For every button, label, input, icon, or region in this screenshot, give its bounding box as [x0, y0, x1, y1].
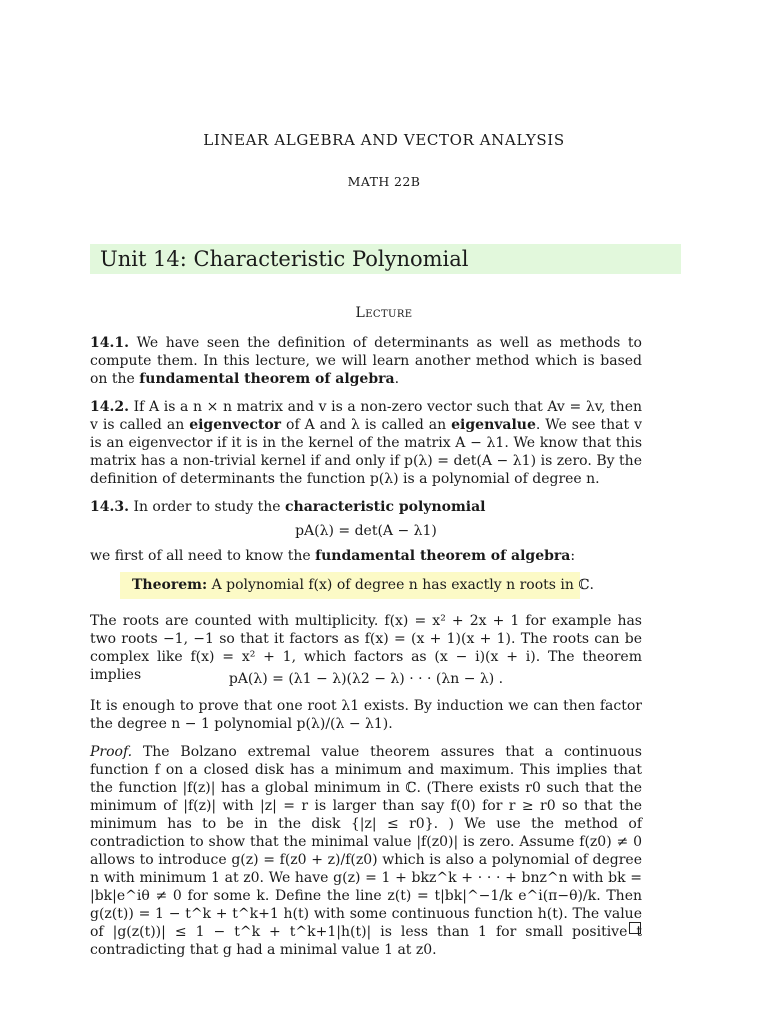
theorem-statement	[132, 576, 594, 594]
theorem-label: Theorem:	[132, 577, 208, 593]
proof-text: The Bolzano extremal value theorem assures that a continuous function f on a closed disk has a minimum and maximum. This implies that the function |f(z)| has a global minimum in ℂ. (There exists r0 such that the minimum of |f(z)| with |z| = r is larger than say f(0) for r ≥ r0 so that the minimum has to be in the disk {|z| ≤ r0}. ) We use the method of contradiction to show that the minimal value |f(z0)| is zero. Assume f(z0) ≠ 0 allows to introduce g(z) = f(z0 + z)/f(z0) which is also a polynomial of degree n with minimum 1 at z0. We have g(z) = 1 + bkz^k + · · · + bnz^n with bk = |bk|e^iθ ≠ 0 for some k. Define the line z(t) = t|bk|^−1/k e^i(π−θ)/k. Then g(z(t)) = 1 − t^k + t^k+1 h(t) with some continuous function h(t). The value of |g(z(t))| ≤ 1 − t^k + t^k+1|h(t)| is less than 1 for small positive t contradicting that g had a minimal value 1 at z0.	[90, 744, 642, 958]
paragraph-text: In order to study the	[133, 499, 281, 515]
unit-title-banner	[90, 244, 681, 274]
theorem-text: A polynomial f(x) of degree n has exactly n roots in ℂ.	[211, 577, 594, 593]
bold-term: fundamental theorem of algebra	[315, 548, 571, 564]
bold-term: characteristic polynomial	[284, 499, 486, 515]
paragraph-14-3	[90, 498, 642, 516]
paragraph-text: We have seen the definition of determinants as well as methods to compute them. In this lecture, we will learn another method which is based on the	[90, 335, 642, 387]
paragraph-number: 14.1.	[90, 335, 129, 351]
course-code: MATH 22B	[347, 174, 421, 189]
bold-term: fundamental theorem of algebra	[139, 371, 395, 387]
paragraph-roots: The roots are counted with multiplicity. f(x) = x² + 2x + 1 for example has two roots −1, −1 so that it factors as f(x) = (x + 1)(x + 1). The roots can be complex like f(x) = x² + 1, which factors as (x − i)(x + i). The theorem implies	[90, 613, 642, 683]
paragraph-text: we first of all need to know the	[90, 548, 311, 564]
paragraph-text: . We see that v is an eigenvector if it is in the kernel of the matrix A − λ1. We know that this matrix has a non-trivial kernel if and only if p(λ) = det(A − λ1) is zero. By the definition of determinants the function p(λ) is a polynomial of degree n.	[90, 417, 642, 487]
punctuation: :	[570, 548, 576, 564]
paragraph-proof	[90, 743, 642, 959]
unit-title: Unit 14: Characteristic Polynomial	[100, 247, 469, 271]
paragraph-text: If A is a n × n matrix and v is a non-zero vector such that Av = λv, then v is called an	[90, 399, 642, 433]
paragraph-14-1	[90, 334, 642, 388]
theorem-box	[120, 572, 594, 599]
paragraph-number: 14.2.	[90, 399, 129, 415]
section-heading-lecture: Lecture	[355, 305, 413, 321]
paragraph-induction: It is enough to prove that one root λ1 exists. By induction we can then factor the degree n − 1 polynomial p(λ)/(λ − λ1).	[90, 698, 642, 732]
document-header-title: LINEAR ALGEBRA AND VECTOR ANALYSIS	[203, 131, 565, 149]
paragraph-number: 14.3.	[90, 499, 129, 515]
bold-term-eigenvector: eigenvector	[189, 417, 282, 433]
qed-square-icon	[629, 922, 641, 934]
paragraph-14-2	[90, 398, 642, 488]
bold-term-eigenvalue: eigenvalue	[451, 417, 536, 433]
punctuation: .	[394, 371, 400, 387]
formula-factorization: pA(λ) = (λ1 − λ)(λ2 − λ) · · · (λn − λ) .	[228, 671, 504, 687]
paragraph-14-3-cont	[90, 547, 642, 565]
proof-label: Proof.	[90, 744, 133, 760]
formula-characteristic-polynomial: pA(λ) = det(A − λ1)	[295, 523, 437, 539]
paragraph-text: of A and λ is called an	[286, 417, 447, 433]
